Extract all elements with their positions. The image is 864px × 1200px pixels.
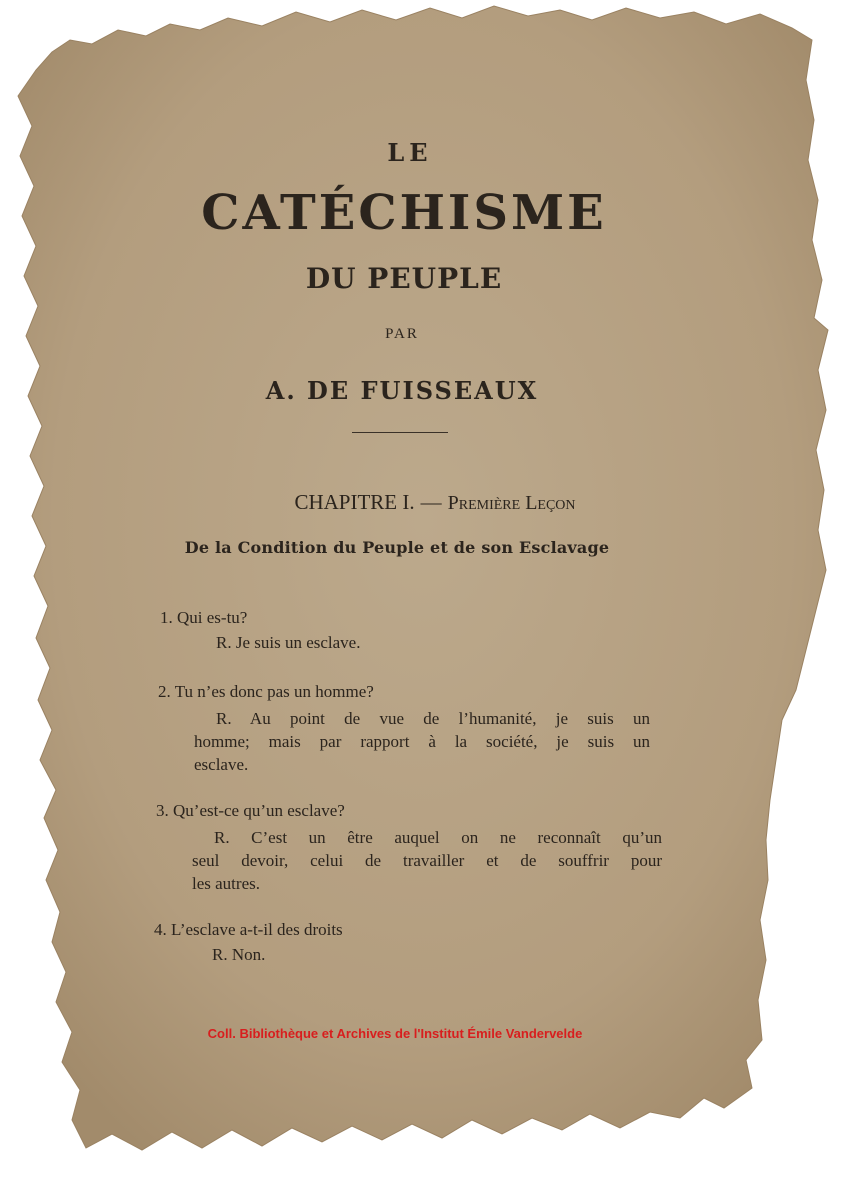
question-3: 3. Qu’est-ce qu’un esclave?	[156, 801, 345, 820]
answer-3-line-1: R. C’est un être auquel on ne reconnaît qu’un	[214, 828, 662, 847]
chapter-number: CHAPITRE I.	[294, 490, 415, 514]
answer-4	[212, 943, 652, 966]
answer-2-line-2: homme; mais par rapport à la société, je suis un	[194, 732, 650, 751]
question-2: 2. Tu n’es donc pas un homme?	[158, 682, 374, 701]
answer-3-line-3: les autres.	[192, 874, 260, 893]
answer-3-line-2: seul devoir, celui de travailler et de souffrir pour	[192, 851, 662, 870]
chapter-heading	[0, 490, 864, 515]
answer-1-line-1: R. Je suis un esclave.	[216, 633, 361, 652]
answer-3	[192, 826, 662, 895]
answer-2	[194, 707, 650, 776]
byline-par: PAR	[385, 326, 419, 342]
collection-credit: Coll. Bibliothèque et Archives de l'Institut Émile Vandervelde	[207, 1026, 583, 1041]
title-article: LE	[387, 138, 433, 167]
lesson-subtitle: De la Condition du Peuple et de son Esclavage	[184, 538, 610, 557]
page-title: CATÉCHISME	[201, 185, 607, 241]
lesson-label: Première Leçon	[447, 492, 576, 514]
question-1: 1. Qui es-tu?	[160, 608, 248, 627]
answer-1	[216, 631, 656, 654]
author-name: A. DE FUISSEAUX	[265, 376, 539, 405]
question-4: 4. L’esclave a-t-il des droits	[154, 920, 343, 939]
answer-2-line-3: esclave.	[194, 755, 249, 774]
chapter-dash: —	[420, 490, 442, 514]
title-divider	[352, 432, 448, 433]
answer-4-line-1: R. Non.	[212, 945, 266, 964]
page-subtitle: DU PEUPLE	[305, 262, 503, 295]
answer-2-line-1: R. Au point de vue de l’humanité, je suis un	[216, 709, 650, 728]
